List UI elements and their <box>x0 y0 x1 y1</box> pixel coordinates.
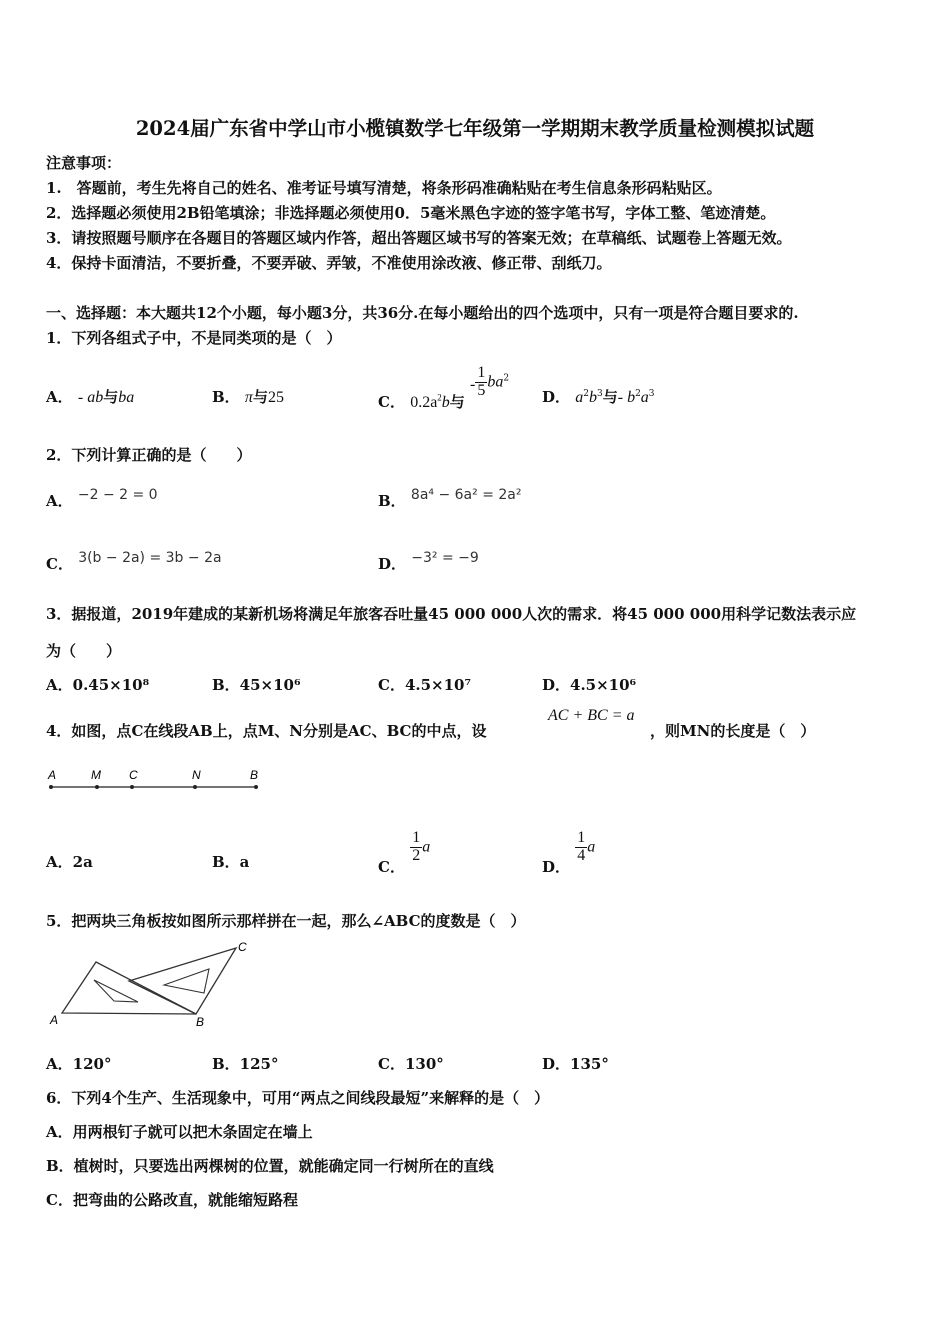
expr-part: - b <box>617 389 636 406</box>
conj: 与 <box>602 388 618 406</box>
conj: 与 <box>103 388 119 406</box>
label-n: N <box>192 768 201 782</box>
question-2-stem: 2．下列计算正确的是（ ） <box>46 446 252 464</box>
notice-item-4: 4．保持卡面清洁，不要折叠，不要弄破、弄皱，不准使用涂改液、修正带、刮纸刀。 <box>46 254 612 272</box>
expr-part: a <box>640 389 649 406</box>
numerator: 1 <box>412 829 421 846</box>
point-b <box>254 785 258 789</box>
expr <box>410 394 450 411</box>
point-n <box>193 785 197 789</box>
notice-heading: 注意事项： <box>46 154 122 172</box>
denominator: 4 <box>577 846 586 864</box>
expr-part: 0.2a <box>410 394 438 412</box>
sup: 3 <box>648 389 655 399</box>
q5-option-d: D．135° <box>542 1055 609 1073</box>
expr: ba <box>118 389 135 406</box>
triangle-figure <box>44 938 260 1030</box>
expr: AC + BC = a <box>548 707 635 724</box>
expr: π <box>244 389 253 406</box>
triangle-left <box>62 962 196 1014</box>
page-title: 2024届广东省中学山市小榄镇数学七年级第一学期期末教学质量检测模拟试题 <box>135 117 815 140</box>
label-a: A <box>48 768 57 782</box>
question-3-stem: 3．据报道，2019年建成的某新机场将满足年旅客吞吐量45 000 000人次的需求．将45 000 000用科学记数法表示应 <box>46 605 857 623</box>
q5-option-c: C．130° <box>378 1055 444 1073</box>
q6-option-b: B．植树时，只要选出两棵树的位置，就能确定同一行树所在的直线 <box>46 1157 494 1175</box>
option-label: B． <box>212 388 240 406</box>
q5-option-a: A．120° <box>46 1055 112 1073</box>
variable: a <box>422 838 431 856</box>
q5-option-b: B．125° <box>212 1055 279 1073</box>
denominator: 2 <box>412 846 421 864</box>
expr: −3² = −9 <box>411 550 479 566</box>
segment-figure <box>44 766 266 796</box>
question-1-stem: 1．下列各组式子中，不是同类项的是（ ） <box>46 329 342 347</box>
sup: 2 <box>437 392 442 403</box>
fraction <box>410 830 422 865</box>
q4-option-a: A．2a <box>46 853 93 871</box>
q4-option-d <box>542 829 596 877</box>
point-a <box>49 785 53 789</box>
label-a: A <box>50 1013 59 1027</box>
q2-option-a <box>46 487 158 511</box>
label-c: C <box>238 940 247 954</box>
q3-option-a: A．0.45×10⁸ <box>46 676 150 694</box>
expr: - ab <box>77 389 104 406</box>
label-b: B <box>250 768 259 782</box>
label-c: C <box>129 768 138 782</box>
option-label: D． <box>542 858 571 877</box>
fraction <box>475 365 487 400</box>
expr: 25 <box>267 389 284 406</box>
option-label: C． <box>46 555 73 573</box>
expr: 3(b − 2a) = 3b − 2a <box>78 550 222 566</box>
option-label: A． <box>46 492 73 510</box>
q4-option-b: B．a <box>212 853 250 871</box>
option-label: C． <box>378 858 405 877</box>
sup: 2 <box>635 389 641 399</box>
label-b: B <box>196 1015 205 1029</box>
fraction <box>575 830 587 865</box>
sup: 3 <box>596 389 603 399</box>
question-4-stem-end: ，则MN的长度是（ ） <box>650 722 816 740</box>
option-label: D． <box>542 388 571 406</box>
q1-option-d <box>542 386 655 407</box>
q2-option-d <box>378 550 479 574</box>
notice-item-1: 1. 答题前，考生先将自己的姓名、准考证号填写清楚，将条形码准确粘贴在考生信息条形码粘贴区。 <box>46 179 722 197</box>
triangle-right-inner <box>164 969 209 993</box>
notice-item-2: 2．选择题必须使用2B铅笔填涂；非选择题必须使用0．5毫米黑色字迹的签字笔书写，字体工整、笔迹清楚。 <box>46 204 776 222</box>
expr-part: b <box>441 394 450 412</box>
expr-part: ba <box>487 373 504 391</box>
q3-option-d: D．4.5×10⁶ <box>542 676 637 694</box>
question-4-stem: 4．如图，点C在线段AB上，点M、N分别是AC、BC的中点，设 <box>46 722 487 740</box>
q6-option-c: C．把弯曲的公路改直，就能缩短路程 <box>46 1191 298 1209</box>
numerator: 1 <box>577 829 586 846</box>
expr-part: b <box>588 389 597 406</box>
numerator: 1 <box>477 364 486 381</box>
triangle-left-inner <box>94 980 138 1002</box>
q1-option-a <box>46 386 134 407</box>
neg-sign: - <box>470 376 476 394</box>
q1-option-b <box>212 386 284 407</box>
variable: a <box>587 838 596 856</box>
triangle-right <box>129 948 236 1014</box>
q3-option-b: B．45×10⁶ <box>212 676 301 694</box>
option-label: A． <box>46 388 73 406</box>
q6-option-a: A．用两根钉子就可以把木条固定在墙上 <box>46 1123 313 1141</box>
option-label: D． <box>378 555 407 573</box>
question-6-stem: 6．下列4个生产、生活现象中，可用“两点之间线段最短”来解释的是（ ） <box>46 1089 550 1107</box>
expr: 8a⁴ − 6a² = 2a² <box>410 487 522 503</box>
denominator: 5 <box>477 381 486 399</box>
q2-option-c <box>46 550 222 574</box>
conj: 与 <box>449 393 465 412</box>
conj: 与 <box>252 388 268 406</box>
q2-option-b <box>378 487 522 511</box>
q4-formula <box>548 706 634 725</box>
point-m <box>95 785 99 789</box>
q4-option-c <box>378 829 431 877</box>
q1-option-c <box>378 364 510 412</box>
section-heading: 一、选择题：本大题共12个小题，每小题3分，共36分.在每小题给出的四个选项中，只有一项是符合题目要求的. <box>46 304 799 322</box>
option-label: C． <box>378 393 405 412</box>
q3-option-c: C．4.5×10⁷ <box>378 676 472 694</box>
expr-part: a <box>575 389 584 406</box>
expr: −2 − 2 = 0 <box>77 487 158 503</box>
point-c <box>130 785 134 789</box>
question-3-stem-cont: 为（ ） <box>46 642 122 660</box>
label-m: M <box>91 768 101 782</box>
sup: 2 <box>583 389 589 399</box>
notice-item-3: 3．请按照题号顺序在各题目的答题区域内作答，超出答题区域书写的答案无效；在草稿纸、试题卷上答题无效。 <box>46 229 792 247</box>
question-5-stem: 5．把两块三角板按如图所示那样拼在一起，那么∠ABC的度数是（ ） <box>46 912 526 930</box>
option-label: B． <box>378 492 406 510</box>
sup: 2 <box>503 373 510 384</box>
